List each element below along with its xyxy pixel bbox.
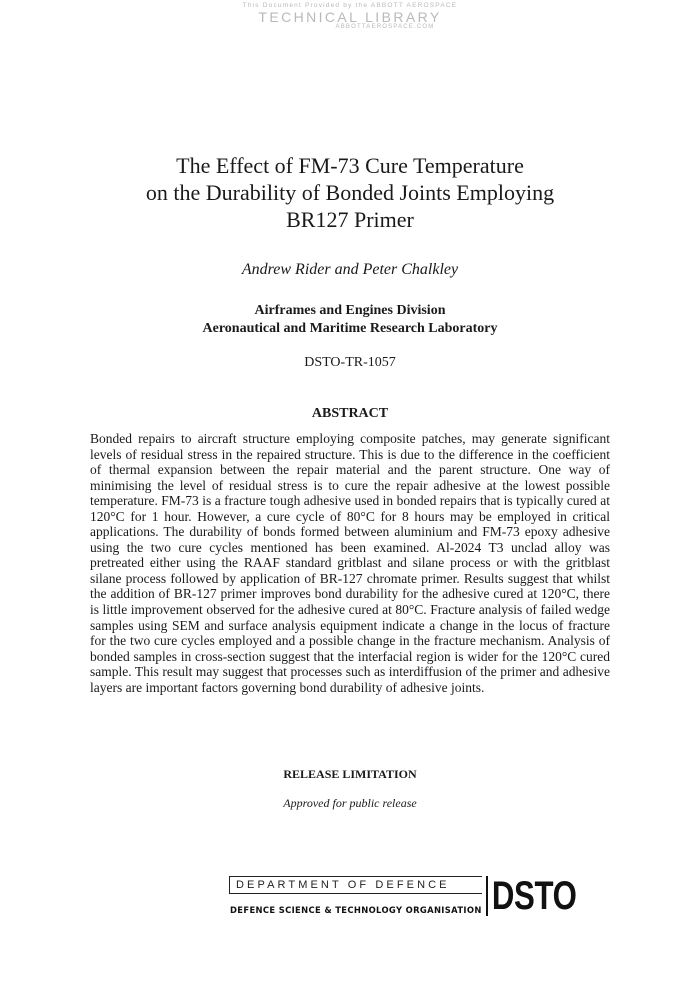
watermark-library-name: TECHNICAL LIBRARY [258,9,442,25]
logo-organisation: DEFENCE SCIENCE & TECHNOLOGY ORGANISATION [230,905,482,915]
watermark-website: ABBOTTAEROSPACE.COM [335,24,435,30]
logo-department: DEPARTMENT OF DEFENCE [229,876,482,894]
dsto-logo [229,876,601,916]
division-name: Airframes and Engines Division [254,303,446,318]
title-line-3: BR127 Primer [286,207,414,232]
authors: Andrew Rider and Peter Chalkley [241,261,459,278]
abstract-body: Bonded repairs to aircraft structure employing composite patches, may generate significant levels of residual stress in the repaired structure. This is due to the difference in the coefficient of thermal expansion between the repair material and the parent structure. One way of minimising the level of residual stress is to cure the repair adhesive at the lowest possible temperature. FM-73 is a fracture tough adhesive used in bonded repairs that is typically cured at 120°C for 1 hour. However, a cure cycle of 80°C for 8 hours may be employed in critical applications. The durability of bonds formed between aluminium and FM-73 epoxy adhesive using the two cure cycles mentioned has been examined. Al-2024 T3 unclad alloy was pretreated either using the RAAF standard gritblast and silane process or with the gritblast silane process followed by application of BR-127 chromate primer. Results suggest that whilst the addition of BR-127 primer improves bond durability for the adhesive cured at 120°C, there is little improvement observed for the adhesive cured at 80°C. Fracture analysis of failed wedge samples using SEM and surface analysis equipment indicate a change in the locus of fracture for the two cure cycles employed and a possible change in the fracture mechanism. Analysis of bonded samples in cross-section suggest that the interfacial region is wider for the 120°C cured sample. This result may suggest that processes such as interdiffusion of the primer and adhesive layers are important factors governing bond durability of adhesive joints. [90,431,610,695]
watermark-provider-line: This Document Provided by the ABBOTT AEROSPACE [242,2,458,9]
title-line-2: on the Durability of Bonded Joints Employing [145,180,555,205]
release-limitation-text: Approved for public release [283,796,417,810]
title-line-1: The Effect of FM-73 Cure Temperature [176,153,524,178]
logo-mark: DSTO [491,874,577,918]
affiliation [0,302,700,338]
report-number: DSTO-TR-1057 [304,355,396,370]
report-title [60,152,640,233]
laboratory-name: Aeronautical and Maritime Research Laboratory [202,321,498,336]
library-watermark [0,2,700,31]
release-limitation-heading: RELEASE LIMITATION [283,767,417,781]
abstract-heading: ABSTRACT [311,406,389,421]
logo-text-block [229,876,482,916]
